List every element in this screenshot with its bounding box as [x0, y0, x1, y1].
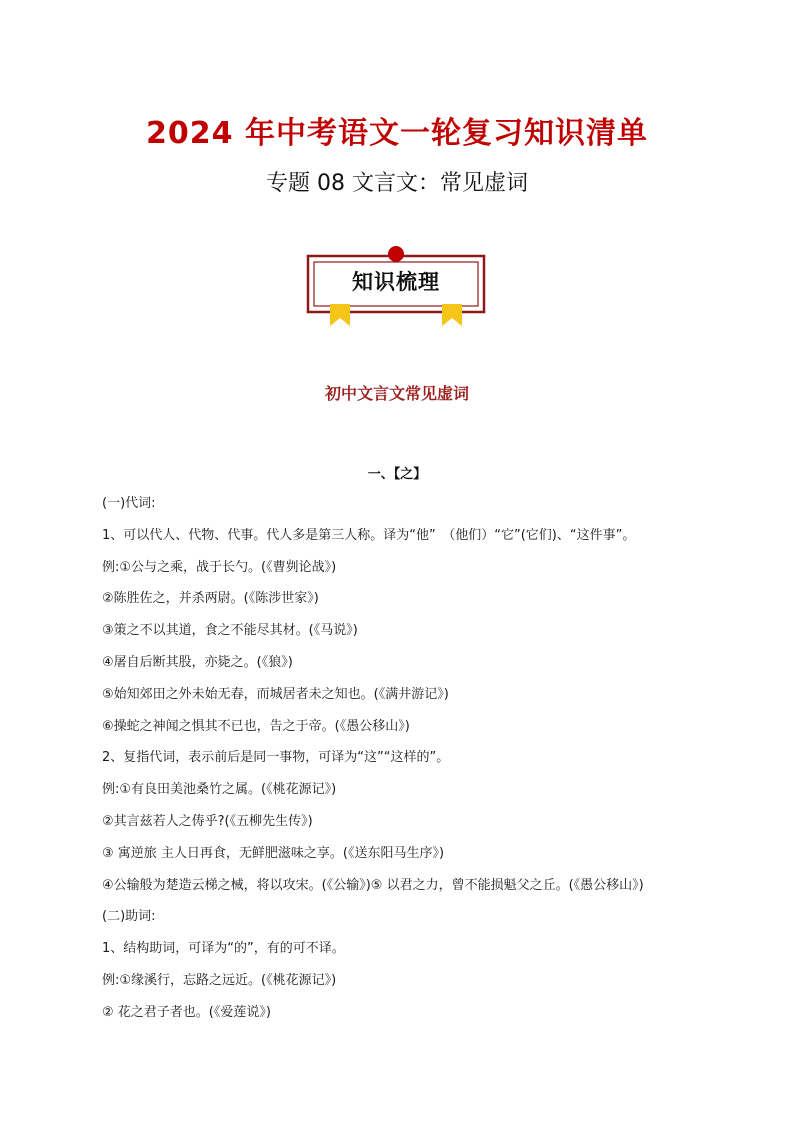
content-line: ③策之不以其道，食之不能尽其材。(《马说》) [102, 623, 358, 639]
content-line: 例:①缘溪行，忘路之远近。(《桃花源记》) [102, 972, 337, 988]
part-heading: 一、【之】 [367, 467, 427, 482]
content-line: 例:①有良田美池桑竹之属。(《桃花源记》) [102, 782, 337, 798]
content-line: 例:①公与之乘，战于长勺。(《曹刿论战》) [102, 559, 337, 575]
content-line: 2、复指代词，表示前后是同一事物，可译为“这”“这样的”。 [102, 750, 450, 766]
content-line: 1、结构助词，可译为“的”，有的可不译。 [102, 941, 345, 957]
content-line: ⑥操蛇之神闻之惧其不已也，告之于帝。(《愚公移山》) [102, 718, 410, 734]
content-line: ④屠自后断其股，亦毙之。(《狼》) [102, 654, 293, 670]
content-line: (一)代词: [102, 496, 156, 511]
content-line: ② 花之君子者也。(《爱莲说》) [102, 1004, 271, 1020]
document-subtitle: 专题 08 文言文：常见虚词 [266, 171, 528, 196]
content-line: ②陈胜佐之，并杀两尉。(《陈涉世家》) [102, 591, 319, 607]
content-line: ③ 寓逆旅 主人日再食，无鲜肥滋味之享。(《送东阳马生序》) [102, 845, 445, 861]
content-line: ④公输般为楚造云梯之械，将以攻宋。(《公输》)⑤ 以君之力，曾不能损魁父之丘。(《愚公移山》) [102, 877, 644, 893]
knowledge-badge [306, 244, 486, 330]
section-heading: 初中文言文常见虚词 [324, 384, 469, 403]
content-line: ②其言兹若人之俦乎?(《五柳先生传》) [102, 813, 313, 829]
document-title: 2024 年中考语文一轮复习知识清单 [146, 116, 648, 151]
content-lines [102, 493, 762, 1034]
content-line: (二)助词: [102, 909, 156, 925]
content-line: ⑤始知郊田之外未始无春，而城居者未之知也。(《满井游记》) [102, 686, 449, 702]
content-line: 1、可以代人、代物、代事。代人多是第三人称。译为“他” （他们）“它”(它们)、“这件事”。 [102, 527, 636, 543]
badge-label: 知识梳理 [352, 270, 440, 294]
